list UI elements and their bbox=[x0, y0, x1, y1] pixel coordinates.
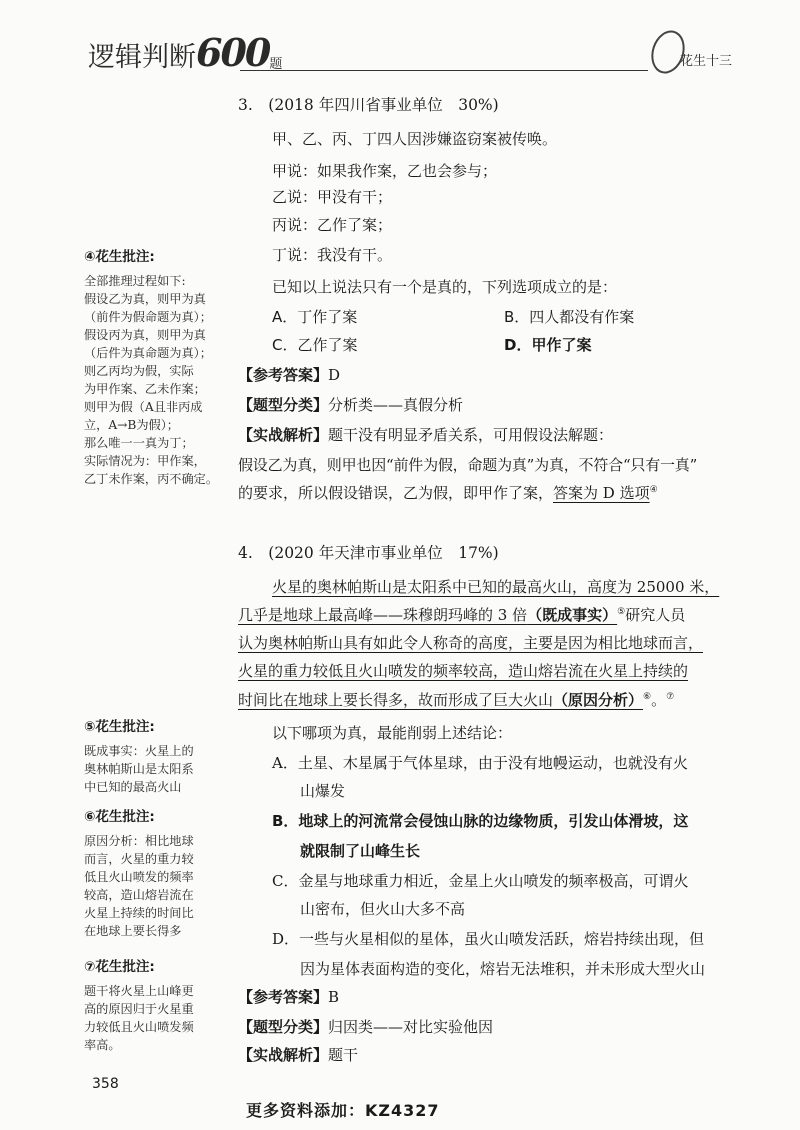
q3-type: 分析类——真假分析 bbox=[328, 396, 464, 414]
note-title: ⑥花生批注: bbox=[84, 809, 155, 825]
q4-answer: B bbox=[328, 988, 340, 1006]
note-line: 低且火山喷发的频率 bbox=[84, 870, 194, 884]
sidebar-note-5 bbox=[84, 718, 224, 796]
q4-option-b: B．地球上的河流常会侵蚀山脉的边缘物质，引发山体滑坡，这 bbox=[272, 812, 689, 830]
q4-option-d-cont: 因为星体表面构造的变化，熔岩无法堆积，并未形成大型火山 bbox=[300, 960, 706, 978]
q3-statement: 丁说：我没有干。 bbox=[272, 246, 393, 264]
note-line: 在地球上要长得多 bbox=[84, 924, 182, 938]
note-ref-7: ⑦ bbox=[666, 692, 675, 702]
q3-answer: D bbox=[328, 366, 341, 384]
q4-passage-text: 研究人员 bbox=[625, 606, 686, 624]
q4-answer-row bbox=[238, 986, 339, 1007]
note-line: 则甲为假（A且非丙成 bbox=[84, 400, 203, 414]
note-line: 全部推理过程如下: bbox=[84, 274, 186, 288]
note-line: 假设乙为真，则甲为真 bbox=[84, 292, 206, 306]
note-line: 既成事实：火星上的 bbox=[84, 744, 194, 758]
note-line: 那么唯一一真为丁； bbox=[84, 436, 194, 450]
q4-option-a: A．土星、木星属于气体星球，由于没有地幔运动，也就没有火 bbox=[272, 754, 688, 772]
q4-option-c: C．金星与地球重力相近，金星上火山喷发的频率极高，可谓火 bbox=[272, 872, 689, 890]
q3-option-a: A．丁作了案 bbox=[272, 308, 358, 326]
note-line: 实际情况为：甲作案， bbox=[84, 454, 206, 468]
brand-name: 花生十三 bbox=[680, 54, 733, 69]
note-title: ⑦花生批注: bbox=[84, 959, 155, 975]
book-title-text: 逻辑判断 bbox=[88, 42, 196, 73]
note-line: 奥林帕斯山是太阳系 bbox=[84, 762, 194, 776]
q4-analysis-row bbox=[238, 1044, 358, 1065]
q3-statement: 乙说：甲没有干； bbox=[272, 188, 393, 206]
q4-passage-line bbox=[238, 604, 685, 625]
header-rule bbox=[240, 70, 648, 71]
note-title: ④花生批注: bbox=[84, 249, 155, 265]
q3-type-label: 【题型分类】 bbox=[238, 396, 329, 414]
q3-option-d: D．甲作了案 bbox=[504, 336, 592, 354]
sidebar-note-6 bbox=[84, 808, 224, 940]
note-line: 而言，火星的重力较 bbox=[84, 852, 194, 866]
q3-statement: 甲说：如果我作案，乙也会参与； bbox=[272, 162, 498, 180]
q4-analysis-label: 【实战解析】 bbox=[238, 1046, 329, 1064]
q3-answer-label: 【参考答案】 bbox=[238, 366, 329, 384]
q3-analysis-line: 假设乙为真，则甲也因“前件为假，命题为真”为真，不符合“只有一真” bbox=[238, 456, 698, 474]
book-title-suffix: 题 bbox=[269, 57, 283, 72]
q4-option-c-cont: 山密布，但火山大多不高 bbox=[300, 900, 466, 918]
note-line: 率高。 bbox=[84, 1038, 121, 1052]
q4-answer-label: 【参考答案】 bbox=[238, 988, 329, 1006]
note-line: 中已知的最高火山 bbox=[84, 780, 182, 794]
note-line: 为甲作案、乙未作案； bbox=[84, 382, 206, 396]
footer-watermark: 更多资料添加：KZ4327 bbox=[246, 1101, 440, 1120]
q4-option-d: D．一些与火星相似的星体，虽火山喷发活跃，熔岩持续出现，但 bbox=[272, 930, 705, 948]
note-ref-4: ④ bbox=[649, 485, 658, 495]
q4-option-a-cont: 山爆发 bbox=[300, 782, 346, 800]
q3-option-b: B．四人都没有作案 bbox=[504, 308, 635, 326]
book-title bbox=[88, 30, 282, 75]
note-line: 火星上持续的时间比 bbox=[84, 906, 194, 920]
note-ref-6: ⑥ bbox=[643, 692, 652, 702]
q4-type-row bbox=[238, 1016, 493, 1037]
q4-option-b-cont: 就限制了山峰生长 bbox=[300, 842, 421, 860]
q3-option-c: C．乙作了案 bbox=[272, 336, 358, 354]
note-line: （后件为真命题为真）； bbox=[84, 346, 212, 360]
sidebar-note-7 bbox=[84, 958, 224, 1054]
q3-analysis-row bbox=[238, 424, 613, 445]
note-line: 立，A→B为假）； bbox=[84, 418, 179, 432]
q3-analysis-line bbox=[238, 482, 658, 503]
note-line: 题干将火星上山峰更 bbox=[84, 984, 194, 998]
q3-intro: 甲、乙、丙、丁四人因涉嫌盗窃案被传唤。 bbox=[272, 130, 558, 148]
q4-passage-text: 时间比在地球上要长得多，故而形成了巨大火山 bbox=[238, 691, 554, 709]
q4-passage-line: 认为奥林帕斯山具有如此令人称奇的高度，主要是因为相比地球而言， bbox=[238, 634, 704, 652]
q4-passage-text: 。 bbox=[651, 691, 667, 709]
note-ref-5: ⑤ bbox=[617, 607, 626, 617]
q4-passage-line bbox=[238, 689, 674, 710]
note-line: 乙丁未作案，丙不确定。 bbox=[84, 472, 219, 486]
q3-question: 已知以上说法只有一个是真的，下列选项成立的是： bbox=[272, 278, 618, 296]
note-line: 较高，造山熔岩流在 bbox=[84, 888, 194, 902]
q4-passage-line: 火星的奥林帕斯山是太阳系中已知的最高火山，高度为 25000 米， bbox=[272, 578, 720, 596]
note-line: （前件为假命题为真）； bbox=[84, 310, 212, 324]
q3-answer-row bbox=[238, 364, 340, 385]
q3-statement: 丙说：乙作了案； bbox=[272, 216, 393, 234]
q4-passage-text: 几乎是地球上最高峰——珠穆朗玛峰的 3 倍 bbox=[238, 606, 528, 624]
q4-analysis-text: 题干 bbox=[328, 1046, 359, 1064]
q3-heading: 3. (2018 年四川省事业单位 30%) bbox=[238, 96, 499, 114]
q4-heading: 4. (2020 年天津市事业单位 17%) bbox=[238, 544, 499, 562]
sidebar-note-4 bbox=[84, 248, 224, 488]
note-line: 则乙丙均为假，实际 bbox=[84, 364, 194, 378]
page-number: 358 bbox=[92, 1076, 119, 1092]
q4-type: 归因类——对比实验他因 bbox=[328, 1018, 494, 1036]
note-line: 原因分析：相比地球 bbox=[84, 834, 194, 848]
q4-tag-fact: （既成事实） bbox=[527, 606, 618, 624]
q4-question: 以下哪项为真，最能削弱上述结论： bbox=[272, 724, 513, 742]
q4-tag-cause: （原因分析） bbox=[553, 691, 644, 709]
note-title: ⑤花生批注: bbox=[84, 719, 155, 735]
q4-type-label: 【题型分类】 bbox=[238, 1018, 329, 1036]
q3-analysis-label: 【实战解析】 bbox=[238, 426, 329, 444]
book-title-number: 600 bbox=[196, 30, 270, 75]
q3-answer-conclusion: 答案为 D 选项 bbox=[553, 484, 650, 502]
note-line: 假设丙为真，则甲为真 bbox=[84, 328, 206, 342]
q3-analysis-text: 的要求，所以假设错误，乙为假，即甲作了案， bbox=[238, 484, 554, 502]
q3-analysis-text: 题干没有明显矛盾关系，可用假设法解题： bbox=[328, 426, 614, 444]
note-line: 力较低且火山喷发频 bbox=[84, 1020, 194, 1034]
q4-passage-line: 火星的重力较低且火山喷发的频率较高，造山熔岩流在火星上持续的 bbox=[238, 662, 689, 680]
q3-type-row bbox=[238, 394, 463, 415]
note-line: 高的原因归于火星重 bbox=[84, 1002, 194, 1016]
